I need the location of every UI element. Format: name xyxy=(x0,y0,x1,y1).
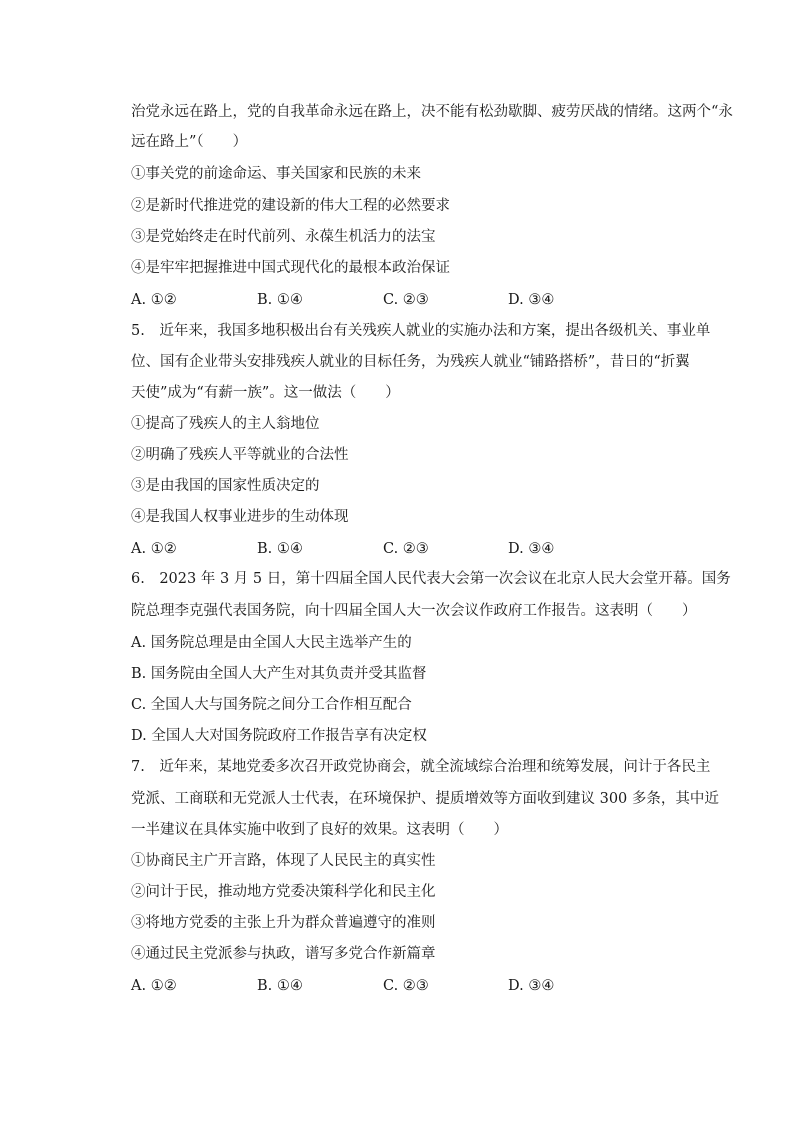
q4-option-a[interactable]: A. ①② xyxy=(131,292,177,308)
q7-statement-4: ④通过民主党派参与执政，谱写多党合作新篇章 xyxy=(131,946,436,962)
q7-option-b[interactable]: B. ①④ xyxy=(257,978,303,994)
q6-stem-line-2: 院总理李克强代表国务院，向十四届全国人大一次会议作政府工作报告。这表明（ ） xyxy=(131,603,697,619)
q7-statement-1: ①协商民主广开言路，体现了人民民主的真实性 xyxy=(131,853,436,869)
q6-stem-line-1: 6. 2023 年 3 月 5 日，第十四届全国人民代表大会第一次会议在北京人民大会堂开幕。国务 xyxy=(131,571,731,587)
q7-stem-line-2: 党派、工商联和无党派人士代表，在环境保护、提质增效等方面收到建议 300 多条，其中近 xyxy=(131,791,719,807)
q4-stem-line-1: 治党永远在路上，党的自我革命永远在路上，决不能有松劲歇脚、疲劳厌战的情绪。这两个“永 xyxy=(131,104,733,120)
q4-statement-3: ③是党始终走在时代前列、永葆生机活力的法宝 xyxy=(131,229,436,245)
q4-statement-1: ①事关党的前途命运、事关国家和民族的未来 xyxy=(131,166,421,182)
q5-option-b[interactable]: B. ①④ xyxy=(257,541,303,557)
q5-statement-1: ①提高了残疾人的主人翁地位 xyxy=(131,416,320,432)
q6-choice-a[interactable]: A. 国务院总理是由全国人大民主选举产生的 xyxy=(131,635,412,651)
q4-option-b[interactable]: B. ①④ xyxy=(257,292,303,308)
q7-stem-line-1: 7. 近年来，某地党委多次召开政党协商会，就全流域综合治理和统筹发展，问计于各民主 xyxy=(131,759,711,775)
q5-option-d[interactable]: D. ③④ xyxy=(508,541,555,557)
q5-option-a[interactable]: A. ①② xyxy=(131,541,177,557)
q7-statement-3: ③将地方党委的主张上升为群众普遍遵守的准则 xyxy=(131,915,436,931)
q5-stem-line-3: 天使”成为“有薪一族”。这一做法（ ） xyxy=(131,385,400,401)
q7-option-a[interactable]: A. ①② xyxy=(131,978,177,994)
q5-stem-line-1: 5. 近年来，我国多地积极出台有关残疾人就业的实施办法和方案，提出各级机关、事业单 xyxy=(131,323,711,339)
q4-statement-4: ④是牢牢把握推进中国式现代化的最根本政治保证 xyxy=(131,260,450,276)
q5-statement-3: ③是由我国的国家性质决定的 xyxy=(131,478,320,494)
q6-choice-b[interactable]: B. 国务院由全国人大产生对其负责并受其监督 xyxy=(131,666,427,682)
q4-option-c[interactable]: C. ②③ xyxy=(383,292,429,308)
q4-stem-line-2: 远在路上”（ ） xyxy=(131,134,248,150)
q4-option-d[interactable]: D. ③④ xyxy=(508,292,555,308)
q6-choice-c[interactable]: C. 全国人大与国务院之间分工合作相互配合 xyxy=(131,697,412,713)
q6-choice-d[interactable]: D. 全国人大对国务院政府工作报告享有决定权 xyxy=(131,728,427,744)
q5-statement-2: ②明确了残疾人平等就业的合法性 xyxy=(131,447,349,463)
q7-stem-line-3: 一半建议在具体实施中收到了良好的效果。这表明（ ） xyxy=(131,822,508,838)
q5-option-c[interactable]: C. ②③ xyxy=(383,541,429,557)
q5-statement-4: ④是我国人权事业进步的生动体现 xyxy=(131,509,349,525)
q4-statement-2: ②是新时代推进党的建设新的伟大工程的必然要求 xyxy=(131,198,450,214)
q5-stem-line-2: 位、国有企业带头安排残疾人就业的目标任务，为残疾人就业“铺路搭桥”，昔日的“折翼 xyxy=(131,354,690,370)
q7-option-c[interactable]: C. ②③ xyxy=(383,978,429,994)
q7-option-d[interactable]: D. ③④ xyxy=(508,978,555,994)
q7-statement-2: ②问计于民，推动地方党委决策科学化和民主化 xyxy=(131,884,436,900)
